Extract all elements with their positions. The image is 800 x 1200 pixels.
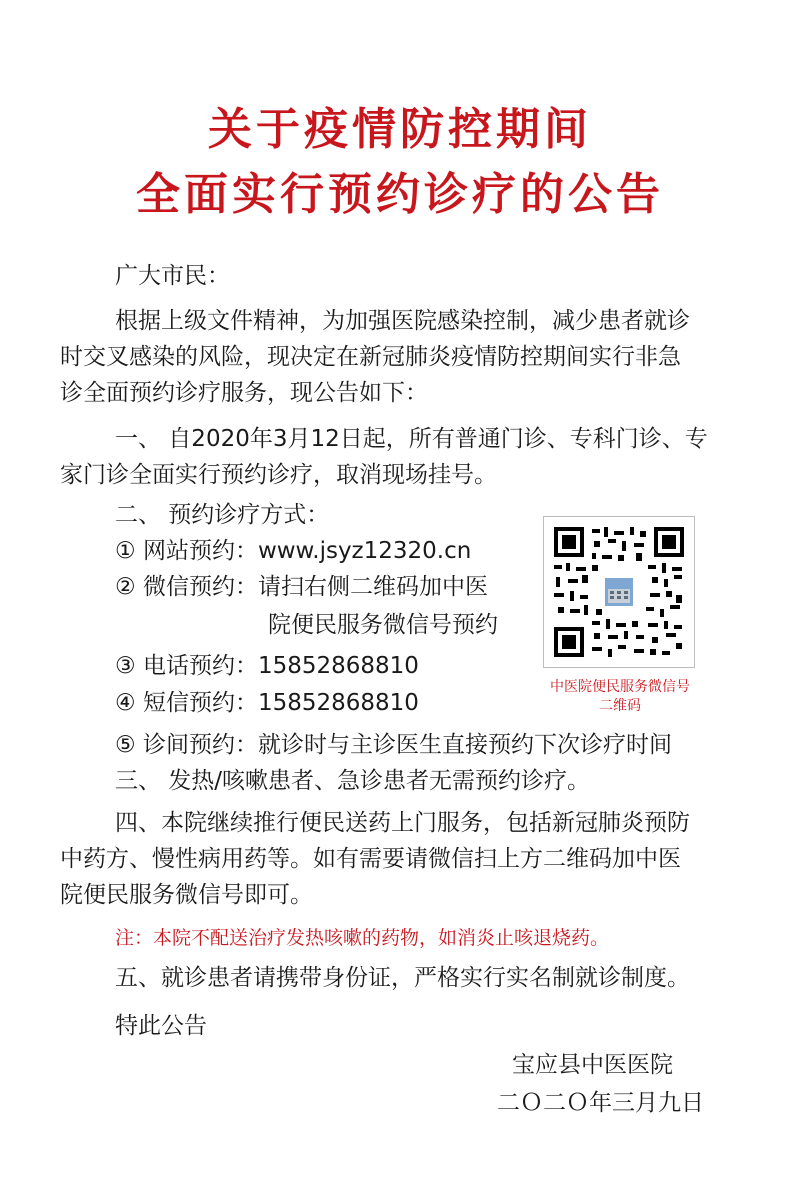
qr-caption-line-1: 中医院便民服务微信号 <box>550 679 690 695</box>
intro-line-1: 根据上级文件精神，为加强医院感染控制，减少患者就诊 <box>115 308 690 334</box>
item5: 五、就诊患者请携带身份证，严格实行实名制就诊制度。 <box>115 965 690 991</box>
method-label: 电话预约： <box>142 653 258 679</box>
intro-line-2: 时交叉感染的风险，现决定在新冠肺炎疫情防控期间实行非急 <box>60 344 681 370</box>
method-value[interactable]: www.jsyz12320.cn <box>257 538 472 564</box>
method-wechat <box>115 576 488 599</box>
signature-date: 二Ｏ二Ｏ年三月九日 <box>497 1090 704 1116</box>
notice-title-line1: 关于疫情防控期间 <box>208 104 592 155</box>
method-wechat-cont: 院便民服务微信号预约 <box>268 612 498 638</box>
closing-text: 特此公告 <box>115 1013 207 1039</box>
item1-line-1: 一、 自2020年3月12日起，所有普通门诊、专科门诊、专 <box>115 426 708 452</box>
qr-code-icon <box>552 525 686 659</box>
item2-heading: 二、 预约诊疗方式： <box>115 502 330 528</box>
item4-line-3: 院便民服务微信号即可。 <box>60 882 313 908</box>
item1-line-2: 家门诊全面实行预约诊疗，取消现场挂号。 <box>60 462 497 488</box>
method-label: 短信预约： <box>142 690 258 716</box>
signature-org: 宝应县中医医院 <box>512 1052 673 1078</box>
method-value: 15852868810 <box>257 690 419 716</box>
method-value: 15852868810 <box>257 653 419 679</box>
method-phone <box>115 655 419 678</box>
method-value: 就诊时与主诊医生直接预约下次诊疗时间 <box>257 732 672 758</box>
method-clinic <box>115 734 672 757</box>
method-number: ⑤ <box>115 732 136 758</box>
method-number: ① <box>115 538 136 564</box>
method-value: 请扫右侧二维码加中医 <box>257 574 488 600</box>
method-label: 网站预约： <box>142 538 258 564</box>
salutation: 广大市民： <box>115 263 230 289</box>
item4-line-2: 中药方、慢性病用药等。如有需要请微信扫上方二维码加中医 <box>60 846 681 872</box>
qr-code-image[interactable] <box>543 516 695 668</box>
method-sms <box>115 692 419 715</box>
method-number: ④ <box>115 690 136 716</box>
method-label: 诊间预约： <box>142 732 258 758</box>
method-number: ③ <box>115 653 136 679</box>
notice-title-line2: 全面实行预约诊疗的公告 <box>136 169 664 220</box>
note-text: 注：本院不配送治疗发热咳嗽的药物，如消炎止咳退烧药。 <box>115 927 610 949</box>
item3: 三、 发热/咳嗽患者、急诊患者无需预约诊疗。 <box>115 768 591 794</box>
method-website <box>115 540 471 563</box>
intro-line-3: 诊全面预约诊疗服务，现公告如下： <box>60 380 428 406</box>
qr-caption-line-2: 二维码 <box>599 698 641 714</box>
method-label: 微信预约： <box>142 574 258 600</box>
item4-line-1: 四、本院继续推行便民送药上门服务，包括新冠肺炎预防 <box>115 810 690 836</box>
method-number: ② <box>115 574 136 600</box>
